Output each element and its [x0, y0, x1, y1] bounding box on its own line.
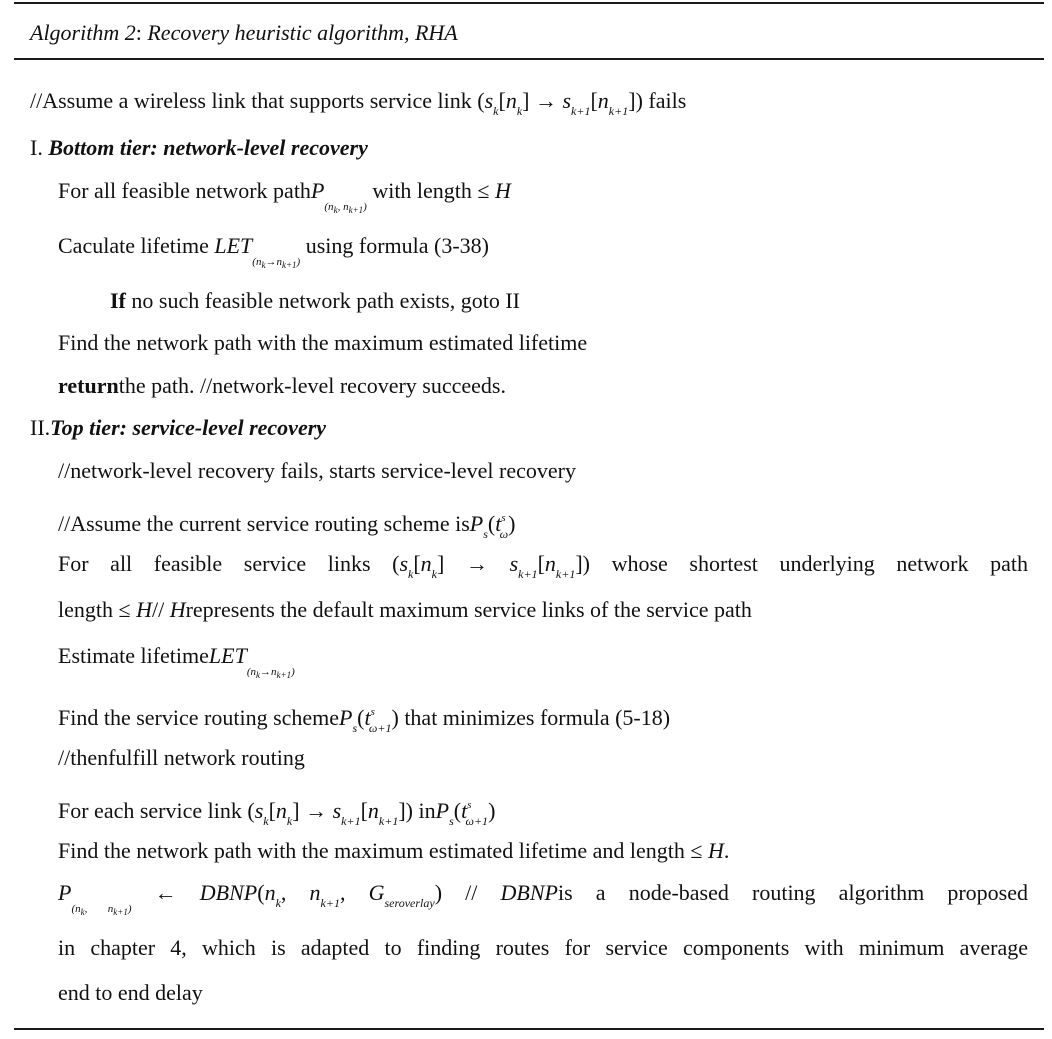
header-rule: [14, 58, 1044, 60]
bottom-rule: [14, 1028, 1044, 1030]
top-rule: [14, 2, 1044, 4]
calculate-lifetime-line: Caculate lifetime $LET_{(n_k\to n_{k+1})}$ using formula (3-38): [58, 233, 490, 271]
if-no-path-line: If no such feasible network path exists, goto II: [110, 288, 520, 313]
estimate-lifetime-line: Estimate lifetimeLET$_{(n_k\to n_{k+1})}$: [58, 643, 295, 681]
assume-failure-line: //Assume a wireless link that supports service link $(s_k[n_k] \to s_{k+1}[n_{k+1}])$ fails: [30, 88, 687, 118]
feasible-links-line: For all feasible service links $(s_k[n_k] \to s_{k+1}[n_{k+1}])$ whose shortest underlying network path: [58, 551, 1028, 581]
service-recovery-comment: //network-level recovery fails, starts service-level recovery: [58, 458, 576, 483]
tier2-heading: [30, 415, 326, 441]
tier1-heading: [30, 135, 368, 161]
return-path-line: returnthe path. //network-level recovery succeeds.: [58, 373, 506, 398]
find-scheme-line: Find the service routing $schemeP_s(t^s_{\omega+1})$ that minimizes formula (5-18): [58, 705, 671, 735]
end-delay-line: end to end delay: [58, 980, 203, 1005]
chapter-reference-line: in chapter 4, which is adapted to finding routes for service components with minimum average: [58, 935, 1028, 960]
title-separator: :: [135, 20, 148, 45]
then-fulfill-line: //thenfulfill network routing: [58, 745, 305, 770]
find-path-bound-line: Find the network path with the maximum estimated lifetime and length ≤ H.: [58, 838, 730, 863]
tier1-numeral: I.: [30, 135, 43, 160]
dbnp-line: $P_{(n_k, n_{k+1})}$ ← $DBNP(n_k$, $n_{k+1}$, $G_{seroverlay}$) // DBNPis a node-based routing algorithm proposed: [58, 880, 1029, 918]
feasible-paths-line: For all feasible network pathP$_{(n_k, n_{k+1})}$ with length ≤ H: [58, 178, 511, 216]
algorithm-title: [30, 20, 458, 46]
algorithm-label: Algorithm 2: [30, 20, 136, 45]
find-path-line: Find the network path with the maximum estimated lifetime: [58, 330, 588, 355]
length-bound-line: length ≤ H// Hrepresents the default maximum service links of the service path: [58, 597, 752, 622]
each-service-link-line: For each service link $(s_k[n_k] \to s_{k+1}[n_{k+1}])$ $inP_s(t^s_{\omega+1})$: [58, 798, 496, 828]
algorithm-name: Recovery heuristic algorithm, RHA: [147, 20, 458, 45]
tier2-numeral: II.: [30, 415, 51, 440]
tier2-title: Top tier: service-level recovery: [50, 415, 327, 440]
current-scheme-line: //Assume the current service routing scheme $isP_s(t^s_\omega)$: [58, 511, 516, 541]
tier1-title: Bottom tier: network-level recovery: [48, 135, 368, 160]
